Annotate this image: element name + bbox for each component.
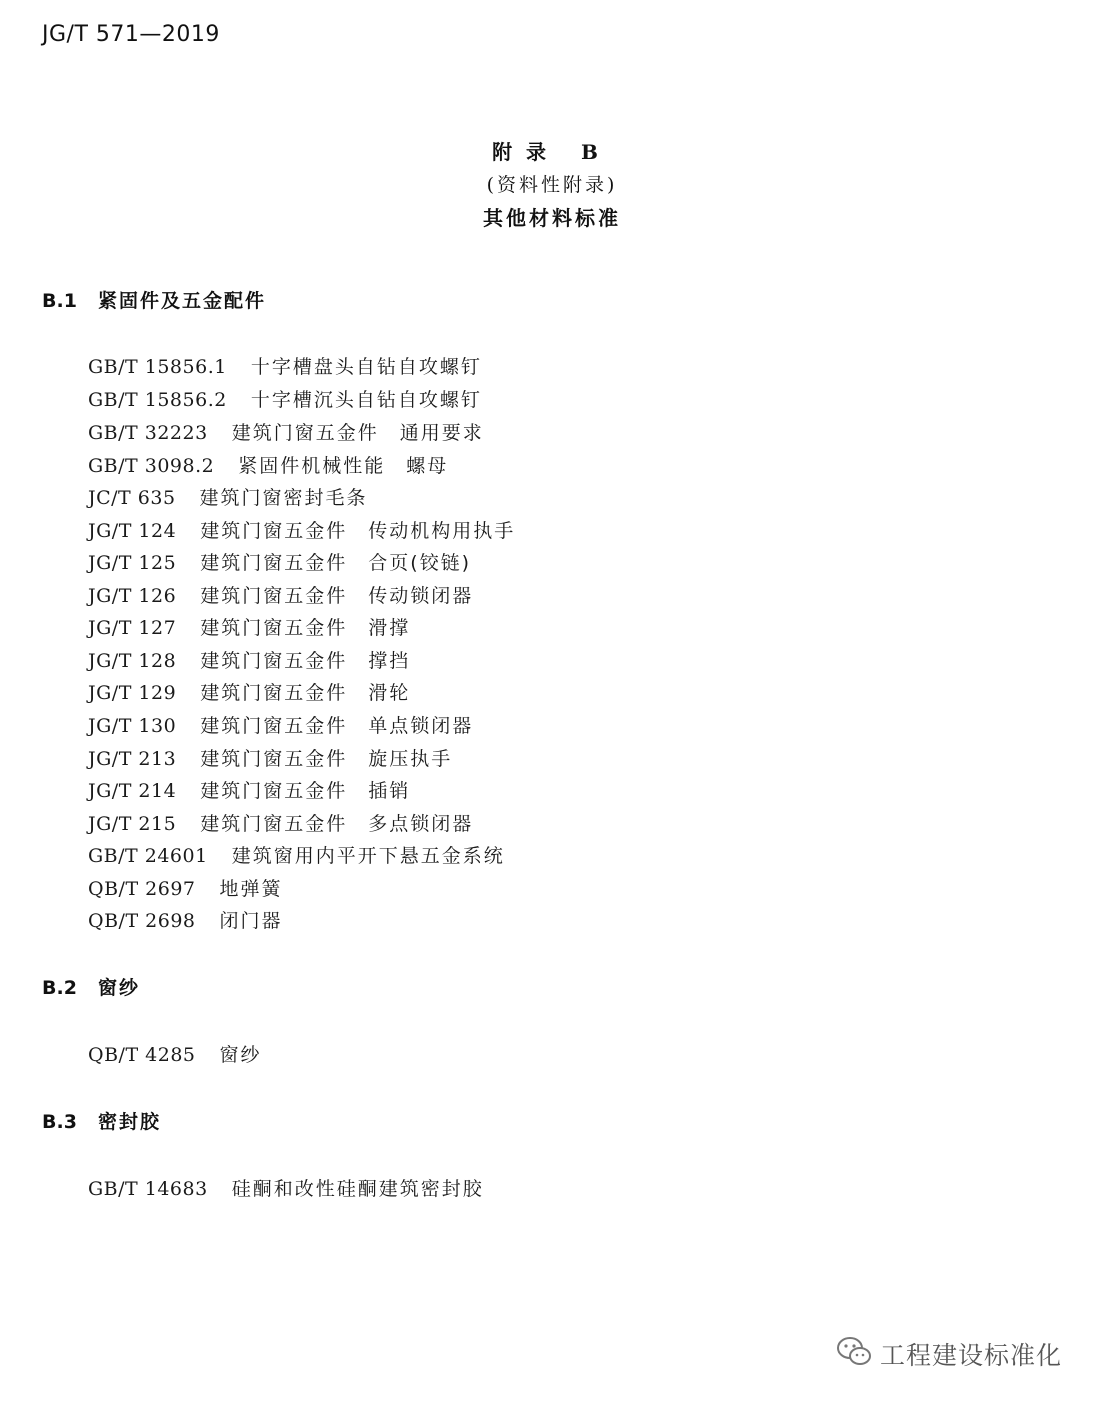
list-item	[88, 352, 482, 379]
section-title: 紧固件及五金配件	[98, 290, 267, 312]
list-item	[88, 776, 410, 803]
standard-code: GB/T 15856.2	[88, 389, 227, 411]
standard-code: JG/T 129	[88, 682, 177, 704]
standard-name: 建筑门窗五金件 滑撑	[200, 617, 411, 639]
standard-name: 窗纱	[219, 1044, 262, 1066]
standard-code: GB/T 15856.1	[88, 356, 227, 378]
standard-code: JG/T 215	[88, 813, 177, 835]
standard-code: QB/T 2697	[88, 878, 196, 900]
standard-name: 建筑窗用内平开下悬五金系统	[231, 845, 505, 867]
standard-code: JG/T 126	[88, 585, 177, 607]
standard-name: 建筑门窗五金件 通用要求	[231, 422, 484, 444]
list-item	[88, 581, 473, 608]
wechat-icon	[836, 1335, 872, 1373]
list-item	[88, 516, 515, 543]
standard-code: JG/T 128	[88, 650, 177, 672]
standard-name: 建筑门窗五金件 传动机构用执手	[200, 520, 516, 542]
standard-name: 建筑门窗五金件 单点锁闭器	[200, 715, 474, 737]
standard-name: 建筑门窗五金件 撑挡	[200, 650, 411, 672]
standard-name: 建筑门窗五金件 多点锁闭器	[200, 813, 474, 835]
standard-code: JG/T 124	[88, 520, 177, 542]
standard-name: 建筑门窗五金件 滑轮	[200, 682, 411, 704]
standard-name: 建筑门窗五金件 插销	[200, 780, 411, 802]
standard-name: 建筑门窗五金件 旋压执手	[200, 748, 453, 770]
standard-name: 硅酮和改性硅酮建筑密封胶	[231, 1178, 484, 1200]
standard-name: 建筑门窗五金件 合页(铰链)	[200, 552, 472, 574]
standard-name: 建筑门窗密封毛条	[199, 487, 368, 509]
watermark-text: 工程建设标准化	[880, 1341, 1063, 1370]
list-item	[88, 548, 471, 575]
appendix-name: 其他材料标准	[483, 206, 621, 230]
list-item	[88, 1174, 484, 1201]
list-item	[88, 906, 283, 933]
section-title: 窗纱	[98, 977, 141, 999]
list-item	[88, 1040, 262, 1067]
standard-code: JG/T 125	[88, 552, 177, 574]
standard-name: 地弹簧	[219, 878, 283, 900]
list-item	[88, 809, 473, 836]
section-title: 密封胶	[98, 1111, 162, 1133]
list-item	[88, 451, 448, 478]
section-number: B.3	[42, 1111, 77, 1133]
list-item	[88, 418, 484, 445]
standard-code: JG/T 213	[88, 748, 177, 770]
standard-name: 十字槽盘头自钻自攻螺钉	[250, 356, 482, 378]
list-item	[88, 385, 482, 412]
standard-code: QB/T 2698	[88, 910, 196, 932]
list-item	[88, 841, 505, 868]
watermark	[836, 1336, 1080, 1372]
section-heading-b3	[42, 1107, 161, 1134]
appendix-type: (资料性附录)	[486, 174, 618, 196]
appendix-title: 附录 B	[492, 140, 612, 164]
section-heading-b1	[42, 286, 266, 313]
standard-code: GB/T 3098.2	[88, 455, 215, 477]
list-item	[88, 613, 410, 640]
list-item	[88, 711, 473, 738]
standard-code: JC/T 635	[88, 487, 176, 509]
list-item	[88, 874, 283, 901]
list-item	[88, 744, 452, 771]
list-item	[88, 678, 410, 705]
document-code: JG/T 571—2019	[42, 22, 220, 47]
standard-name: 建筑门窗五金件 传动锁闭器	[200, 585, 474, 607]
standard-code: QB/T 4285	[88, 1044, 196, 1066]
standard-code: JG/T 127	[88, 617, 177, 639]
standard-code: GB/T 24601	[88, 845, 208, 867]
standard-code: JG/T 130	[88, 715, 177, 737]
standard-code: GB/T 32223	[88, 422, 208, 444]
standard-code: GB/T 14683	[88, 1178, 208, 1200]
section-number: B.2	[42, 977, 77, 999]
standard-code: JG/T 214	[88, 780, 177, 802]
standard-name: 紧固件机械性能 螺母	[238, 455, 449, 477]
standard-name: 闭门器	[219, 910, 283, 932]
section-number: B.1	[42, 290, 77, 312]
section-heading-b2	[42, 973, 140, 1000]
list-item	[88, 483, 368, 510]
list-item	[88, 646, 410, 673]
standard-name: 十字槽沉头自钻自攻螺钉	[250, 389, 482, 411]
